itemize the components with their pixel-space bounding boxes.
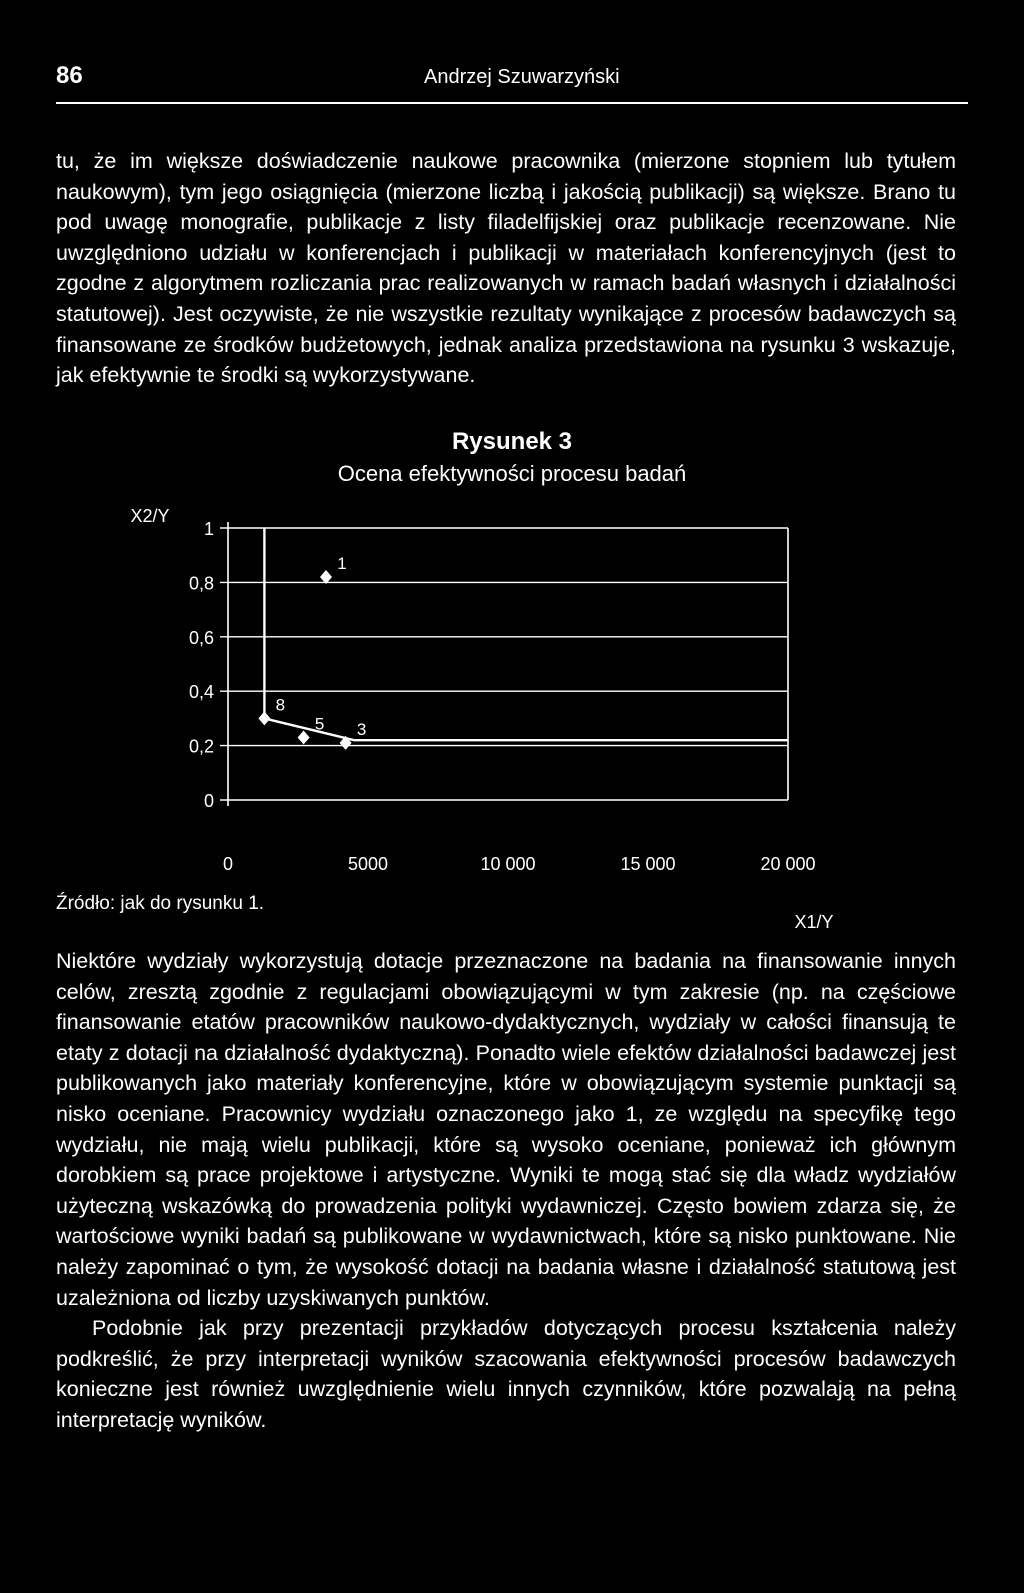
data-point-marker	[258, 711, 270, 725]
paragraph: Podobnie jak przy prezentacji przykładów dotyczących procesu kształcenia należy podkreślić, że przy interpretacji wyników szacowania efektywności procesów badawczych konieczne jest również uwzględnienie wielu innych czynników, które pozwalają na pełną interpretację wyników.	[56, 1316, 956, 1432]
paragraph: tu, że im większe doświadczenie naukowe pracownika (mierzone stopniem lub tytułem naukowym), tym jego osiągnięcia (mierzone liczbą i jakością publikacji) są większe. Brano tu pod uwagę monografie, publikacje z listy filadelfijskiej oraz publikacje recenzowane. Nie uwzględniono udziału w konferencjach i publikacji w materiałach konferencyjnych (jest to zgodne z algorytmem rozliczania prac realizowanych w ramach badań własnych i działalności statutowej). Jest oczywiste, że nie wszystkie rezultaty wynikające z procesów badawczych są finansowane ze środków budżetowych, jednak analiza przedstawiona na rysunku 3 wskazuje, jak efektywnie te środki są wykorzystywane.	[56, 149, 956, 388]
y-tick-label: 0	[203, 791, 214, 811]
figure-number: Rysunek 3	[451, 428, 573, 455]
header-rule	[56, 102, 968, 104]
x-tick-label: 15 000	[620, 854, 676, 874]
data-point-marker	[298, 730, 310, 744]
y-tick-label: 0,6	[188, 627, 214, 648]
data-point-label: 5	[314, 714, 325, 734]
page-number: 86	[56, 62, 83, 89]
figure-source: Źródło: jak do rysunku 1.	[56, 893, 265, 914]
running-head-author: Andrzej Szuwarzyński	[424, 66, 620, 88]
x-tick-label: 10 000	[480, 854, 536, 874]
y-tick-label: 1	[203, 519, 214, 539]
data-point-label: 1	[337, 553, 347, 573]
body-text-bottom	[56, 946, 956, 1436]
x-tick-label: 0	[222, 854, 234, 874]
x-axis-title: X1/Y	[794, 912, 834, 932]
y-axis-title: X2/Y	[130, 506, 170, 526]
body-text-top	[56, 146, 956, 391]
figure-title: Ocena efektywności procesu badań	[337, 461, 687, 486]
paragraph: Niektóre wydziały wykorzystują dotacje przeznaczone na badania na finansowanie innych celów, zresztą zgodnie z regulacjami obowiązującymi w tym zakresie (np. na częściowe finansowanie etatów pracowników naukowo-dydaktycznych, wydziały w całości finansują te etaty z dotacji na działalność dydaktyczną). Ponadto wiele efektów działalności badawczej jest publikowanych jako materiały konferencyjne, które w obowiązującym systemie punktacji są nisko oceniane. Pracownicy wydziału oznaczonego jako 1, ze względu na specyfikę tego wydziału, nie mają wielu publikacji, które są wysoko oceniane, ponieważ ich głównym dorobkiem są prace projektowe i artystyczne. Wyniki te mogą stać się dla władz wydziałów użyteczną wskazówką do prowadzenia polityki wydawniczej. Często bowiem zdarza się, że wartościowe wyniki badań są publikowane w wydawnictwach, które są nisko punktowane. Nie należy zapominać o tym, że wysokość dotacji na badania własne i działalność statutową jest uzależniona od liczby uzyskiwanych punktów.	[56, 949, 956, 1310]
page-header	[56, 58, 968, 98]
x-tick-label: 20 000	[760, 854, 816, 874]
x-tick-label: 5000	[347, 854, 389, 874]
data-point-label: 8	[275, 695, 286, 715]
data-point-label: 3	[356, 719, 367, 739]
y-tick-label: 0,4	[188, 682, 214, 703]
y-tick-label: 0,8	[188, 573, 214, 594]
y-tick-label: 0,2	[188, 736, 214, 757]
